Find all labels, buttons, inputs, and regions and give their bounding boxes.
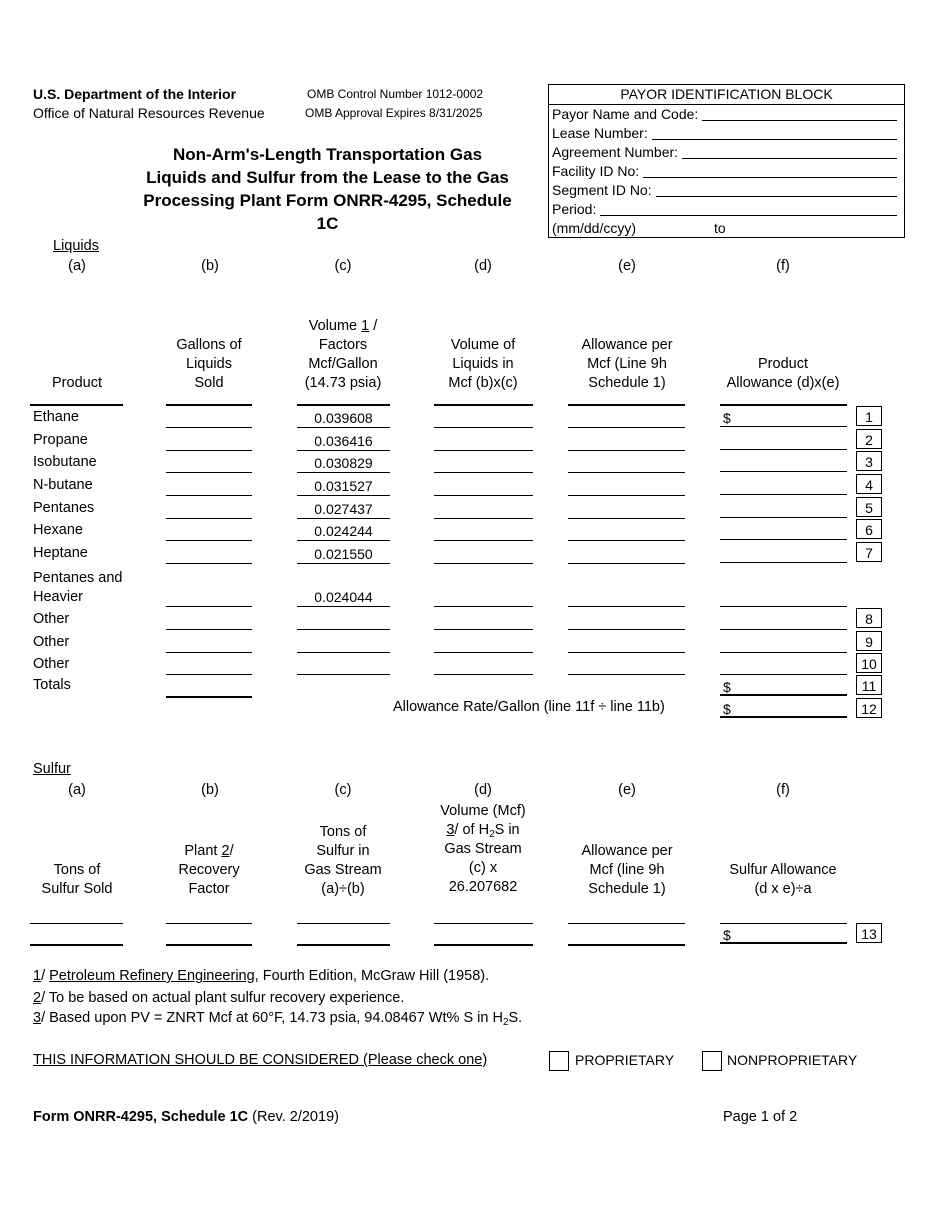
product-allowance-input[interactable]	[720, 522, 847, 540]
row-label-product: Pentanes	[33, 500, 95, 516]
line-number: 9	[856, 631, 882, 651]
header-line: Sulfur in	[316, 843, 370, 859]
header-text: Plant	[184, 843, 222, 859]
product-allowance-input[interactable]: $	[720, 409, 847, 427]
product-allowance-input[interactable]	[720, 500, 847, 518]
header-rule	[30, 386, 123, 406]
gallons-input[interactable]	[166, 454, 252, 473]
payor-identification-block	[548, 84, 905, 238]
line-number: 8	[856, 608, 882, 628]
header-text: S in	[494, 822, 520, 838]
volume-input[interactable]	[434, 545, 533, 564]
header-line: Product	[758, 356, 808, 372]
header-rule	[166, 386, 252, 406]
product-allowance-input[interactable]	[720, 634, 847, 653]
row-label-other: Other	[33, 634, 70, 650]
title-line: Liquids and Sulfur from the Lease to the Gas	[146, 168, 509, 187]
sulfur-allowance-input[interactable]: $	[720, 926, 847, 944]
header-line: Factor	[188, 881, 230, 897]
header-line: Liquids in	[452, 356, 514, 372]
field-label: Agreement Number:	[552, 144, 679, 160]
title-line: 1C	[316, 214, 339, 233]
sulfur-header-tons-sold	[22, 861, 132, 899]
product-allowance-total[interactable]: $	[720, 678, 847, 696]
period-format-row	[549, 219, 904, 238]
header-line: Sold	[194, 375, 224, 391]
allowance-per-mcf-input[interactable]	[568, 500, 685, 519]
row-label-product: Hexane	[33, 522, 83, 538]
line-number-13: 13	[856, 923, 882, 943]
header-line	[423, 821, 543, 840]
factor-value: 0.024244	[297, 522, 390, 541]
col-letter-d: (d)	[474, 258, 492, 274]
header-line: Volume (Mcf)	[440, 803, 526, 819]
line-number: 2	[856, 429, 882, 449]
sulfur-col-letter-d: (d)	[474, 782, 492, 798]
volume-input[interactable]	[434, 477, 533, 496]
input-line[interactable]	[656, 181, 897, 197]
agreement-number-field[interactable]	[549, 143, 904, 162]
field-label: Period:	[552, 201, 597, 217]
gallons-input[interactable]	[166, 634, 252, 653]
factor-input[interactable]	[297, 634, 390, 653]
form-id: Form ONRR-4295, Schedule 1C	[33, 1109, 249, 1125]
date-format-hint: (mm/dd/ccyy)	[552, 220, 636, 236]
omb-approval-expires: OMB Approval Expires 8/31/2025	[305, 106, 483, 120]
period-to-label: to	[714, 220, 726, 236]
line-number: 3	[856, 451, 882, 471]
page-title	[120, 143, 535, 235]
allowance-per-mcf-input[interactable]	[568, 656, 685, 675]
product-allowance-input[interactable]	[720, 656, 847, 675]
sulfur-header-recovery-factor	[150, 842, 268, 899]
sulfur-header-volume-h2s	[423, 802, 543, 897]
office-name: Office of Natural Resources Revenue	[33, 105, 265, 121]
recovery-factor-input[interactable]	[166, 926, 252, 946]
header-line: Product	[52, 375, 102, 391]
header-rule	[297, 386, 390, 406]
sulfur-header-rule	[434, 905, 533, 924]
line-number: 1	[856, 406, 882, 426]
title-line: Processing Plant Form ONRR-4295, Schedule	[143, 191, 512, 210]
sulfur-col-letter-b: (b)	[201, 782, 219, 798]
header-line: 26.207682	[448, 879, 518, 895]
segment-id-field[interactable]	[549, 181, 904, 200]
gallons-input[interactable]	[166, 432, 252, 451]
product-allowance-input[interactable]	[720, 611, 847, 630]
payor-name-field[interactable]	[549, 105, 904, 124]
factor-value: 0.027437	[297, 500, 390, 519]
header-line: (14.73 psia)	[304, 375, 382, 391]
footnote-reference-title: Petroleum Refinery Engineering,	[49, 968, 259, 984]
sulfur-col-letter-f: (f)	[776, 782, 790, 798]
footnote-number: 1	[33, 968, 42, 984]
volume-h2s-input[interactable]	[434, 926, 533, 946]
header-rule	[720, 386, 847, 406]
allowance-per-mcf-input[interactable]	[568, 611, 685, 630]
gallons-input[interactable]	[166, 656, 252, 675]
volume-input[interactable]	[434, 634, 533, 653]
header-line: Tons of	[53, 862, 101, 878]
product-allowance-input[interactable]	[720, 545, 847, 563]
line-number-11: 11	[856, 675, 882, 695]
header-line: Allowance per	[581, 843, 673, 859]
row-label-product: Ethane	[33, 409, 79, 425]
field-label: Lease Number:	[552, 125, 648, 141]
footnote-ref-3: 3	[446, 822, 455, 838]
title-line: Non-Arm's-Length Transportation Gas	[172, 145, 483, 164]
header-line: Mcf/Gallon	[308, 356, 378, 372]
gallons-input[interactable]	[166, 522, 252, 541]
factor-value: 0.031527	[297, 477, 390, 496]
sulfur-col-letter-c: (c)	[334, 782, 352, 798]
line-number: 4	[856, 474, 882, 494]
footnote-2	[33, 990, 404, 1006]
factor-value: 0.021550	[297, 545, 390, 564]
sulfur-allowance-per-mcf-input[interactable]	[568, 926, 685, 946]
footnote-ref-1: 1	[361, 318, 370, 334]
gallons-input[interactable]	[166, 545, 252, 564]
row-label-totals: Totals	[33, 677, 71, 693]
factor-input[interactable]	[297, 656, 390, 675]
field-label: Segment ID No:	[552, 182, 652, 198]
line-number: 7	[856, 542, 882, 562]
gallons-input[interactable]	[166, 477, 252, 496]
gallons-total-input[interactable]	[166, 678, 252, 698]
field-label: Payor Name and Code:	[552, 106, 699, 122]
header-line: Tons of	[319, 824, 367, 840]
row-label-other: Other	[33, 611, 70, 627]
tons-in-stream-input[interactable]	[297, 926, 390, 946]
liquids-section-label: Liquids	[53, 238, 99, 254]
col-header-allowance-per-mcf	[565, 336, 689, 393]
header-line: Allowance (d)x(e)	[726, 375, 840, 391]
product-allowance-input[interactable]	[720, 588, 847, 607]
header-line: Gallons of	[176, 337, 242, 353]
subscript: 2	[502, 1017, 509, 1028]
factor-input[interactable]	[297, 611, 390, 630]
header-text: /	[229, 843, 234, 859]
gallons-input[interactable]	[166, 588, 252, 607]
row-label-product: Isobutane	[33, 454, 97, 470]
col-letter-e: (e)	[618, 258, 636, 274]
col-header-volume	[423, 336, 543, 393]
subscript: 2	[489, 829, 495, 840]
row-label-product: Propane	[33, 432, 88, 448]
footnote-text: Fourth Edition, McGraw Hill (1958).	[258, 968, 490, 984]
col-letter-b: (b)	[201, 258, 219, 274]
allowance-per-mcf-input[interactable]	[568, 477, 685, 496]
factor-value: 0.024044	[297, 588, 390, 607]
footnote-text: / Based upon PV = ZNRT Mcf at 60°F, 14.73 psia, 94.08467 Wt% S in H	[41, 1010, 503, 1026]
allowance-per-mcf-input[interactable]	[568, 588, 685, 607]
sulfur-header-allowance-per-mcf	[565, 842, 689, 899]
col-header-gallons	[150, 336, 268, 393]
header-line: Liquids	[186, 356, 232, 372]
gallons-input[interactable]	[166, 500, 252, 519]
proprietary-label: PROPRIETARY	[575, 1052, 675, 1068]
header-line: Recovery	[178, 862, 240, 878]
volume-input[interactable]	[434, 588, 533, 607]
input-line[interactable]	[600, 200, 897, 216]
product-allowance-input[interactable]	[720, 432, 847, 450]
header-text: Volume	[308, 318, 362, 334]
sulfur-header-rule	[720, 905, 847, 924]
header-line: Schedule 1)	[588, 375, 666, 391]
volume-input[interactable]	[434, 454, 533, 473]
allowance-per-mcf-input[interactable]	[568, 545, 685, 564]
nonproprietary-checkbox[interactable]	[702, 1051, 722, 1071]
sulfur-header-rule	[30, 905, 123, 924]
form-footer	[33, 1109, 339, 1125]
allowance-per-mcf-input[interactable]	[568, 432, 685, 451]
sulfur-header-tons-in-stream	[283, 823, 403, 899]
sulfur-col-letter-a: (a)	[68, 782, 86, 798]
volume-input[interactable]	[434, 409, 533, 428]
header-text: / of H	[454, 822, 490, 838]
col-letter-c: (c)	[334, 258, 352, 274]
factor-value: 0.036416	[297, 432, 390, 451]
sulfur-header-rule	[297, 905, 390, 924]
header-rule	[568, 386, 685, 406]
header-line: Sulfur Sold	[41, 881, 113, 897]
input-line[interactable]	[643, 162, 897, 178]
header-line: Allowance per	[581, 337, 673, 353]
col-header-factors	[283, 317, 403, 393]
input-line[interactable]	[682, 143, 897, 159]
allowance-per-mcf-input[interactable]	[568, 454, 685, 473]
volume-input[interactable]	[434, 522, 533, 541]
sulfur-section-label: Sulfur	[33, 761, 71, 777]
sulfur-header-rule	[166, 905, 252, 924]
product-allowance-input[interactable]	[720, 477, 847, 495]
header-line	[283, 317, 403, 336]
field-label: Facility ID No:	[552, 163, 640, 179]
header-line: (c) x	[468, 860, 498, 876]
header-line: Schedule 1)	[588, 881, 666, 897]
volume-input[interactable]	[434, 611, 533, 630]
header-line: Gas Stream	[304, 862, 382, 878]
col-letter-a: (a)	[68, 258, 86, 274]
factor-value: 0.039608	[297, 409, 390, 428]
header-line: Mcf (Line 9h	[587, 356, 667, 372]
gallons-input[interactable]	[166, 409, 252, 428]
gallons-input[interactable]	[166, 611, 252, 630]
header-line: Sulfur Allowance	[729, 862, 837, 878]
header-line: Mcf (b)x(c)	[448, 375, 518, 391]
line-number: 6	[856, 519, 882, 539]
input-line[interactable]	[652, 124, 897, 140]
volume-input[interactable]	[434, 656, 533, 675]
footnote-text: / To be based on actual plant sulfur recovery experience.	[41, 990, 405, 1006]
footnote-number: 3	[33, 1010, 42, 1026]
row-label-pentanes-heavier	[33, 569, 123, 607]
line-number-12: 12	[856, 698, 882, 718]
header-line: (a)÷(b)	[321, 881, 365, 897]
period-field[interactable]	[549, 200, 904, 219]
header-line: Factors	[318, 337, 368, 353]
proprietary-checkbox[interactable]	[549, 1051, 569, 1071]
header-line: Volume of	[450, 337, 516, 353]
footnote-text: S.	[508, 1010, 523, 1026]
row-label-product: Heptane	[33, 545, 88, 561]
col-letter-f: (f)	[776, 258, 790, 274]
allowance-per-mcf-input[interactable]	[568, 522, 685, 541]
row-label-line: Pentanes and	[33, 570, 123, 586]
footnote-3	[33, 1010, 522, 1026]
allowance-rate-input[interactable]: $	[720, 700, 847, 718]
product-allowance-input[interactable]	[720, 454, 847, 472]
header-line: (d x e)÷a	[754, 881, 812, 897]
consideration-label: THIS INFORMATION SHOULD BE CONSIDERED (Please check one)	[33, 1052, 488, 1068]
agency-name: U.S. Department of the Interior	[33, 86, 237, 102]
omb-control-number: OMB Control Number 1012-0002	[307, 87, 484, 101]
volume-input[interactable]	[434, 500, 533, 519]
sulfur-header-rule	[568, 905, 685, 924]
row-label-line: Heavier	[33, 589, 83, 605]
row-label-product: N-butane	[33, 477, 93, 493]
nonproprietary-label: NONPROPRIETARY	[727, 1052, 858, 1068]
header-line: Mcf (line 9h	[589, 862, 665, 878]
line-number: 10	[856, 653, 882, 673]
payor-block-title: PAYOR IDENTIFICATION BLOCK	[549, 85, 904, 105]
lease-number-field[interactable]	[549, 124, 904, 143]
sulfur-col-letter-e: (e)	[618, 782, 636, 798]
header-text: /	[369, 318, 378, 334]
header-line: Gas Stream	[444, 841, 522, 857]
sulfur-header-allowance	[713, 861, 853, 899]
line-number: 5	[856, 497, 882, 517]
page-number: Page 1 of 2	[723, 1109, 798, 1125]
footnote-ref-2: 2	[221, 843, 230, 859]
facility-id-field[interactable]	[549, 162, 904, 181]
row-label-other: Other	[33, 656, 70, 672]
footnote-1: 1/ Petroleum Refinery Engineering, Fourth Edition, McGraw Hill (1958).	[33, 968, 490, 984]
volume-input[interactable]	[434, 432, 533, 451]
header-rule	[434, 386, 533, 406]
form-revision: (Rev. 2/2019)	[248, 1109, 339, 1125]
allowance-per-mcf-input[interactable]	[568, 634, 685, 653]
input-line[interactable]	[702, 105, 897, 121]
tons-sold-input[interactable]	[30, 926, 123, 946]
allowance-rate-label: Allowance Rate/Gallon (line 11f ÷ line 11b)	[393, 699, 665, 715]
header-line	[150, 842, 268, 861]
allowance-per-mcf-input[interactable]	[568, 409, 685, 428]
factor-value: 0.030829	[297, 454, 390, 473]
footnote-number: 2	[33, 990, 42, 1006]
